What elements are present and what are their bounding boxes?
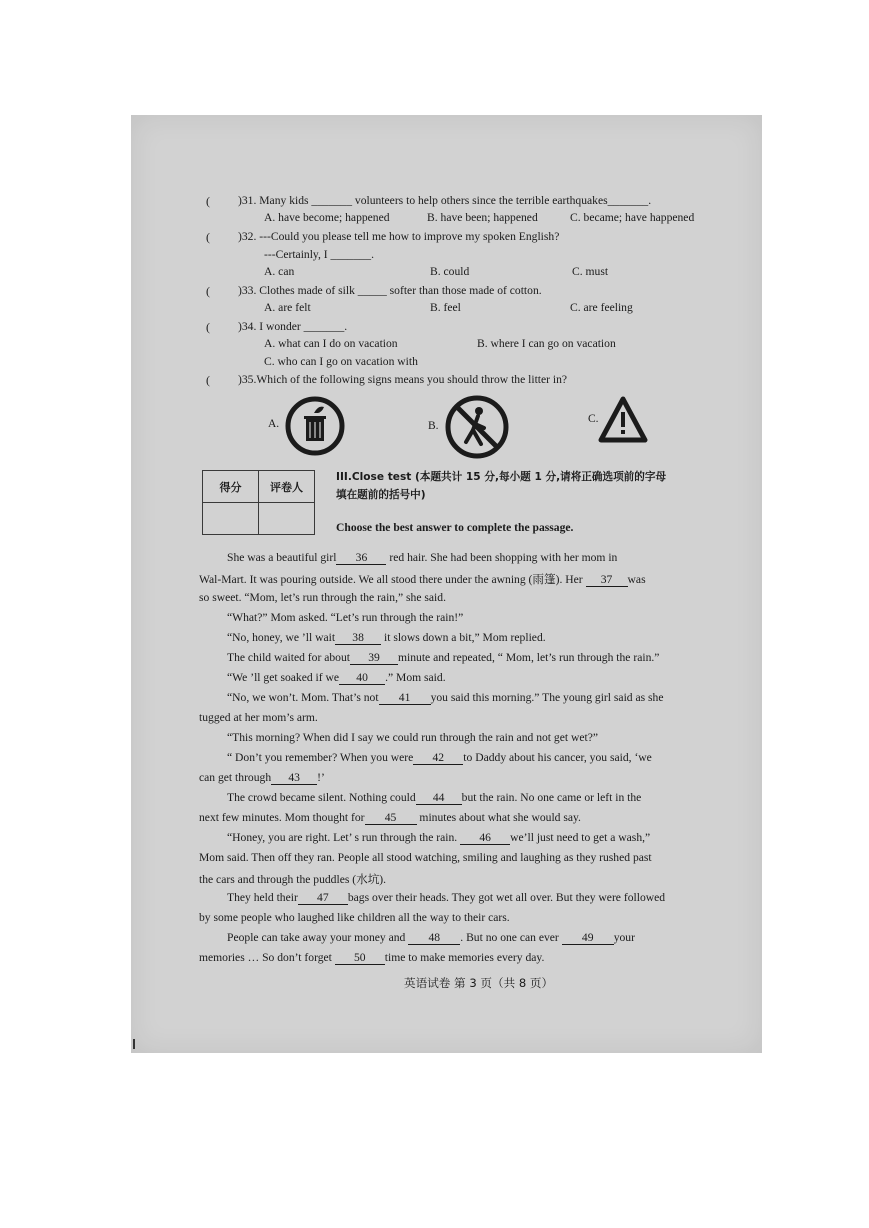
passage-line: “What?” Mom asked. “Let’s run through the rain!” [227, 611, 464, 624]
section-title-cont: 填在题前的括号中) [336, 489, 426, 501]
grader-header: 评卷人 [259, 471, 315, 503]
blank-41[interactable]: 41 [379, 692, 431, 705]
question-34: )34. I wonder _______. [238, 320, 348, 333]
score-table [202, 470, 315, 535]
passage-line: tugged at her mom’s arm. [199, 711, 318, 724]
answer-paren: ( [206, 373, 210, 387]
q32-option-c: C. must [572, 265, 609, 278]
scan-edge [133, 1039, 135, 1049]
blank-47[interactable]: 47 [298, 892, 348, 905]
passage-line: the cars and through the puddles (水坑). [199, 873, 387, 886]
passage-line: “Honey, you are right. Let’ s run through the rain. 46 we’ll just need to get a wash,” [227, 831, 651, 844]
passage-line: Wal-Mart. It was pouring outside. We all stood there under the awning (雨篷). Her 37 was [199, 573, 646, 586]
warning-triangle-icon [598, 396, 648, 449]
q33-option-b: B. feel [430, 301, 461, 314]
sign-a-label: A. [268, 418, 280, 430]
trash-can-icon [284, 395, 346, 462]
passage-line: memories … So don’t forget 50 time to make memories every day. [199, 951, 545, 964]
q32-option-b: B. could [430, 265, 470, 278]
q31-option-b: B. have been; happened [427, 211, 538, 224]
grader-cell [259, 503, 315, 535]
score-cell [203, 503, 259, 535]
q32-response: ---Certainly, I _______. [264, 248, 375, 261]
passage-line: next few minutes. Mom thought for 45 minutes about what she would say. [199, 811, 581, 824]
question-33: )33. Clothes made of silk _____ softer than those made of cotton. [238, 284, 542, 297]
passage-line: The crowd became silent. Nothing could 44 but the rain. No one came or left in the [227, 791, 642, 804]
passage-line: “We ’ll get soaked if we 40 .” Mom said. [227, 671, 446, 684]
sign-c-label: C. [588, 413, 599, 425]
no-walking-icon [444, 394, 510, 465]
passage-line: The child waited for about 39 minute and repeated, “ Mom, let’s run through the rain.” [227, 651, 660, 664]
blank-46[interactable]: 46 [460, 832, 510, 845]
blank-44[interactable]: 44 [416, 792, 462, 805]
passage-line: by some people who laughed like children all the way to their cars. [199, 911, 510, 924]
answer-paren: ( [206, 230, 210, 244]
sign-b-label: B. [428, 420, 439, 432]
blank-45[interactable]: 45 [365, 812, 417, 825]
q33-option-c: C. are feeling [570, 301, 633, 314]
blank-50[interactable]: 50 [335, 952, 385, 965]
blank-48[interactable]: 48 [408, 932, 460, 945]
question-31: )31. Many kids _______ volunteers to help others since the terrible earthquakes_______. [238, 194, 652, 207]
blank-43[interactable]: 43 [271, 772, 317, 785]
q31-option-a: A. have become; happened [264, 211, 390, 224]
blank-39[interactable]: 39 [350, 652, 398, 665]
passage-line: People can take away your money and 48 . But no one can ever 49 your [227, 931, 635, 944]
q34-option-a: A. what can I do on vacation [264, 337, 398, 350]
blank-37[interactable]: 37 [586, 574, 628, 587]
passage-line: “No, we won’t. Mom. That’s not 41 you said this morning.” The young girl said as she [227, 691, 664, 704]
passage-line: “ Don’t you remember? When you were 42 to Daddy about his cancer, you said, ‘we [227, 751, 652, 764]
page-footer: 英语试卷 第 3 页（共 8 页） [404, 976, 554, 990]
blank-42[interactable]: 42 [413, 752, 463, 765]
section-title: III.Close test (本题共计 15 分,每小题 1 分,请将正确选项前的字母 [336, 471, 667, 483]
q31-option-c: C. became; have happened [570, 211, 695, 224]
answer-paren: ( [206, 320, 210, 334]
answer-paren: ( [206, 194, 210, 208]
blank-38[interactable]: 38 [335, 632, 381, 645]
score-header: 得分 [203, 471, 259, 503]
passage-line: “No, honey, we ’ll wait 38 it slows down a bit,” Mom replied. [227, 631, 546, 644]
passage-line: They held their 47 bags over their heads. They got wet all over. But they were followed [227, 891, 666, 904]
q32-option-a: A. can [264, 265, 295, 278]
passage-line: can get through 43 !’ [199, 771, 325, 784]
passage-line: Mom said. Then off they ran. People all stood watching, smiling and laughing as they rushed past [199, 851, 652, 864]
question-35: )35.Which of the following signs means you should throw the litter in? [238, 373, 568, 386]
answer-paren: ( [206, 284, 210, 298]
blank-40[interactable]: 40 [339, 672, 385, 685]
q34-option-b: B. where I can go on vacation [477, 337, 616, 350]
section-instruction: Choose the best answer to complete the passage. [336, 521, 574, 534]
passage-line: so sweet. “Mom, let’s run through the rain,” she said. [199, 591, 446, 604]
passage-line: She was a beautiful girl 36 red hair. She had been shopping with her mom in [227, 551, 618, 564]
question-32: )32. ---Could you please tell me how to improve my spoken English? [238, 230, 560, 243]
passage-line: “This morning? When did I say we could run through the rain and not get wet?” [227, 731, 599, 744]
blank-36[interactable]: 36 [336, 552, 386, 565]
q34-option-c: C. who can I go on vacation with [264, 355, 418, 368]
blank-49[interactable]: 49 [562, 932, 614, 945]
q33-option-a: A. are felt [264, 301, 311, 314]
